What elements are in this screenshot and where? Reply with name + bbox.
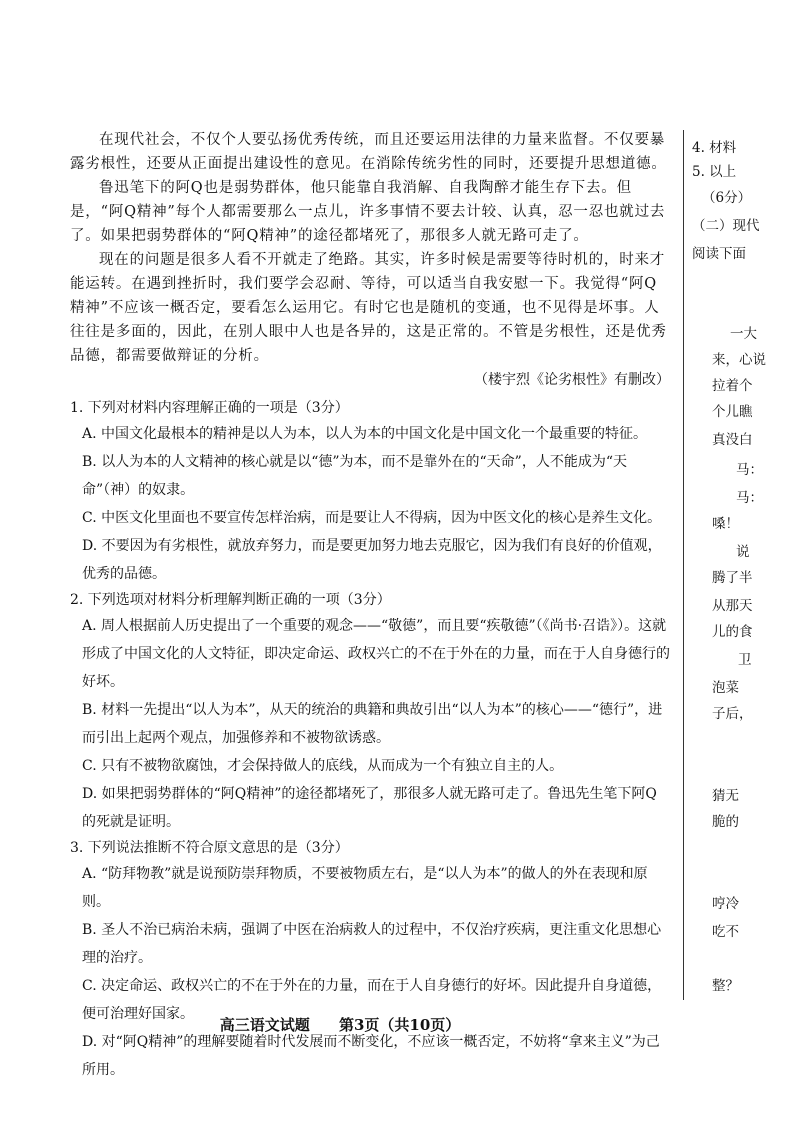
passage-source: （楼宇烈《论劣根性》有删改）: [474, 372, 670, 388]
passage-paragraph-3: 现在的问题是很多人看不开就走了绝路。其实，许多时候是需要等待时机的，时来才能运转。在遇到挫折时，我们要学会忍耐、等待，可以适当自我安慰一下。我觉得“阿Q精神”不应该一概否定，要看怎么运用它。有时它也是随机的变通，也不见得是坏事。人往往是多面的，因此，在别人眼中人也是各异的，这是正常的。不管是劣根性，还是优秀品德，都需要做辩证的分析。: [70, 252, 667, 364]
option-a: A. 中国文化最根本的精神是以人为本，以人为本的中国文化是中国文化一个最重要的特征。: [82, 426, 648, 442]
footer-title: 高三语文试题: [219, 1016, 310, 1034]
right-line: 哼冷: [712, 896, 739, 912]
right-line: 马：: [736, 462, 763, 478]
right-line: 说: [736, 544, 750, 560]
option-d: D. 不要因为有劣根性，就放弃努力，而是要更加努力地去克服它，因为我们有良好的价值观，优秀的品德。: [82, 538, 662, 582]
right-line: 从那天: [712, 598, 753, 614]
page-footer: [0, 1014, 680, 1035]
option-a: A. “防拜物教”就是说预防崇拜物质，不要被物质左右，是“以人为本”的做人的外在表现和原则。: [82, 866, 648, 910]
question-stem: 3. 下列说法推断不符合原文意思的是（3分）: [70, 840, 349, 856]
right-line: 5. 以上: [692, 164, 737, 180]
right-line: 泡菜: [712, 680, 739, 696]
right-line: 卫: [738, 652, 752, 668]
option-c: C. 只有不被物欲腐蚀，才会保持做人的底线，从而成为一个有独立自主的人。: [82, 758, 564, 774]
right-line: 子后，: [712, 706, 753, 722]
option-c: C. 决定命运、政权兴亡的不在于外在的力量，而在于人自身德行的好坏。因此提升自身道德，便可治理好国家。: [82, 978, 662, 1022]
option-d: D. 对“阿Q精神”的理解要随着时代发展而不断变化，不应该一概否定，不妨将“拿来主义”为己所用。: [82, 1034, 660, 1078]
option-a: A. 周人根据前人历史提出了一个重要的观念——“敬德”，而且要“疾敬德”（《尚书·召诰》）。这就形成了中国文化的人文特征，即决定命运、政权兴亡的不在于外在的力量，而在于人自身德行的好坏。: [82, 618, 670, 690]
right-line: 个儿瞧: [712, 404, 753, 420]
right-line: 吃不: [712, 924, 739, 940]
right-line: 腾了半: [712, 570, 753, 586]
question-stem: 1. 下列对材料内容理解正确的一项是（3分）: [70, 400, 349, 416]
column-divider: [683, 130, 684, 1000]
option-d: D. 如果把弱势群体的“阿Q精神”的途径都堵死了，那很多人就无路可走了。鲁迅先生笔下阿Q的死就是证明。: [82, 786, 657, 830]
footer-page-number: 第3页（共10页）: [338, 1016, 461, 1034]
question-stem: 2. 下列选项对材料分析理解判断正确的一项（3分）: [70, 592, 391, 608]
right-line: 马：: [736, 490, 763, 506]
right-line: 4. 材料: [692, 140, 737, 156]
right-line: 来，心说: [712, 352, 766, 368]
right-line: 真没白: [712, 432, 753, 448]
question-1: [70, 396, 670, 588]
right-column-fragment: [690, 0, 800, 1132]
option-b: B. 材料一先提出“以人为本”，从天的统治的典籍和典故引出“以人为本”的核心——“德行”，进而引出上起两个观点，加强修养和不被物欲诱惑。: [82, 702, 663, 746]
question-3: [70, 836, 670, 1084]
right-line: 整？: [712, 978, 739, 994]
right-line: 拉着个: [712, 378, 753, 394]
option-b: B. 以人为本的人文精神的核心就是以“德”为本，而不是靠外在的“天命”，人不能成为“天命”（神）的奴隶。: [82, 454, 627, 498]
right-line: 阅读下面: [692, 246, 746, 262]
option-b: B. 圣人不治已病治未病，强调了中医在治病救人的过程中，不仅治疗疾病，更注重文化思想心理的治疗。: [82, 922, 662, 966]
option-c: C. 中医文化里面也不要宣传怎样治病，而是要让人不得病，因为中医文化的核心是养生文化。: [82, 510, 662, 526]
passage-paragraph-1: 在现代社会，不仅个人要弘扬优秀传统，而且还要运用法律的力量来监督。不仅要暴露劣根性，还要从正面提出建设性的意见。在消除传统劣性的同时，还要提升思想道德。: [70, 132, 667, 172]
right-line: （6分）: [702, 190, 752, 206]
right-line: 猜无: [712, 788, 739, 804]
right-line: 一大: [730, 326, 757, 342]
passage-paragraph-2: 鲁迅笔下的阿Q也是弱势群体，他只能靠自我消解、自我陶醉才能生存下去。但是，“阿Q精神”每个人都需要那么一点儿，许多事情不要去计较、认真，忍一忍也就过去了。如果把弱势群体的“阿Q精神”的途径都堵死了，那很多人就无路可走了。: [70, 180, 666, 244]
right-line: 儿的食: [712, 624, 753, 640]
question-2: [70, 588, 670, 836]
right-line: 嗓！: [712, 516, 739, 532]
right-line: 脆的: [712, 814, 739, 830]
main-column: [70, 128, 670, 1084]
right-line: （二）现代: [692, 218, 760, 234]
